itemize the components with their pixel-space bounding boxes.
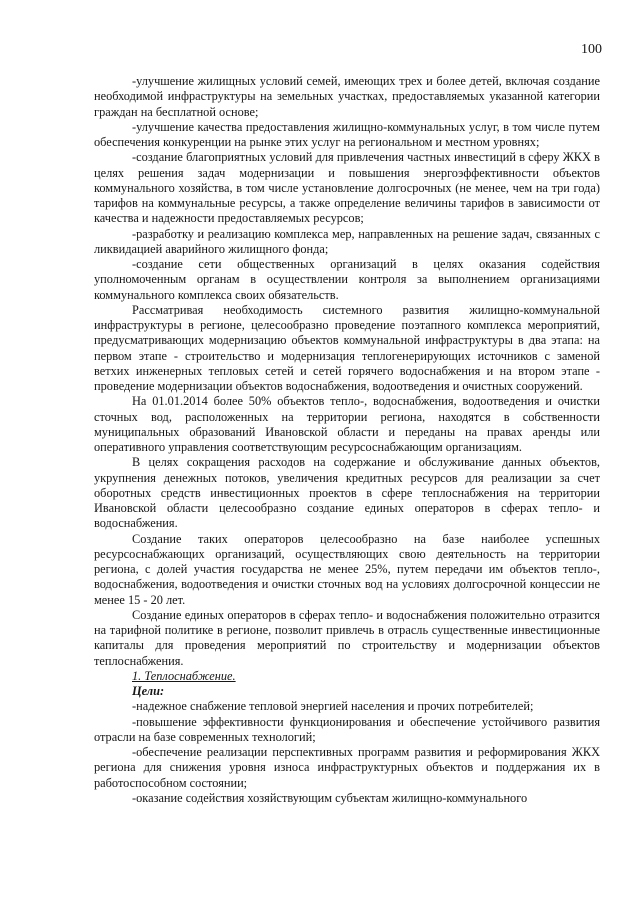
section-heading: 1. Теплоснабжение.: [132, 668, 236, 683]
paragraph-1: -улучшение жилищных условий семей, имеющих трех и более детей, включая создание необходимой инфраструктуры на земельных участках, предоставляемых указанной категории граждан на бесплатной основе;: [94, 74, 600, 119]
paragraph-5: -создание сети общественных организаций в целях оказания содействия уполномоченным органам в осуществлении контроля за выполнением организациями коммунального комплекса своих обязательств.: [94, 257, 600, 302]
goal-item-3: -обеспечение реализации перспективных программ развития и реформирования ЖКХ региона для снижения уровня износа инфраструктурных объектов и поддержания их в работоспособном состоянии;: [94, 745, 600, 790]
goal-item-2: -повышение эффективности функционирования и обеспечение устойчивого развития отрасли на базе современных технологий;: [94, 714, 600, 744]
paragraph-10: Создание единых операторов в сферах тепло- и водоснабжения положительно отразится на тарифной политике в регионе, позволит привлечь в отрасль существенные инвестиционные капиталы для проведения мероприятий по строительству и модернизации объектов теплоснабжения.: [94, 607, 600, 668]
goal-item-4: -оказание содействия хозяйствующим субъектам жилищно-коммунального: [132, 790, 528, 805]
goals-label: Цели:: [132, 684, 165, 698]
paragraph-8: В целях сокращения расходов на содержание и обслуживание данных объектов, укрупнения денежных потоков, увеличения кредитных ресурсов для реализации за счет оборотных средств инвестиционных проектов в сфере теплоснабжения на территории Ивановской области целесообразно создание единых операторов в сферах тепло- и водоснабжения.: [94, 455, 600, 531]
page-number: 100: [581, 42, 602, 57]
paragraph-7: На 01.01.2014 более 50% объектов тепло-, водоснабжения, водоотведения и очистки сточных вод, расположенных на территории региона, находятся в собственности муниципальных образований Ивановской области и переданы на правах аренды или оперативного управления соответствующим ресурсоснабжающим организациям.: [94, 394, 600, 454]
paragraph-9: Создание таких операторов целесообразно на базе наиболее успешных ресурсоснабжающих организаций, осуществляющих свою деятельность на территории региона, с долей участия государства не менее 25%, путем передачи им объектов тепло-, водоснабжения, водоотведения и очистки сточных вод на условиях долгосрочной концессии не менее 15 - 20 лет.: [94, 531, 600, 607]
goal-item-1: -надежное снабжение тепловой энергией населения и прочих потребителей;: [132, 699, 534, 714]
paragraph-2: -улучшение качества предоставления жилищно-коммунальных услуг, в том числе путем обеспечения конкуренции на рынке этих услуг на региональном и местном уровнях;: [94, 119, 600, 149]
paragraph-6: Рассматривая необходимость системного развития жилищно-коммунальной инфраструктуры в регионе, целесообразно проведение поэтапного комплекса мероприятий, предусматривающих модернизацию объектов коммунальной инфраструктуры в два этапа: на первом этапе - строительство и модернизация теплогенерирующих источников с заменой ветхих инженерных тепловых сетей и сетей горячего водоснабжения и на втором этапе - проведение модернизации объектов водоснабжения, водоотведения и очистных сооружений.: [94, 302, 600, 393]
document-body: [94, 74, 600, 806]
paragraph-4: -разработку и реализацию комплекса мер, направленных на решение задач, связанных с ликвидацией аварийного жилищного фонда;: [94, 226, 600, 256]
paragraph-3: -создание благоприятных условий для привлечения частных инвестиций в сферу ЖКХ в целях решения задач модернизации и повышения энергоэффективности объектов коммунального хозяйства, в том числе установление долгосрочных (не менее, чем на три года) тарифов на коммунальные ресурсы, а также определение величины тарифов в зависимости от качества и надежности предоставляемых ресурсов;: [94, 150, 600, 226]
